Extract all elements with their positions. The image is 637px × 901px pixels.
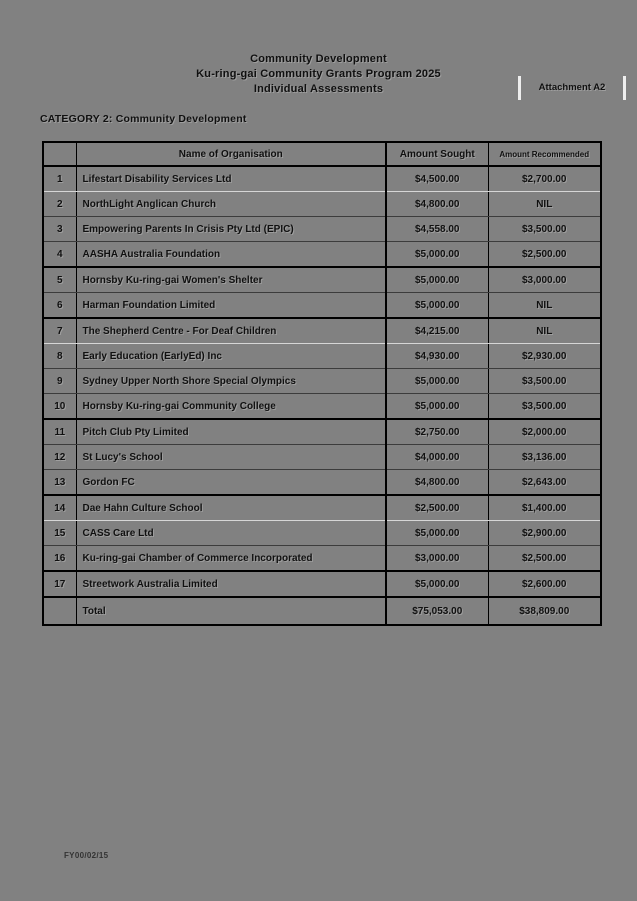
attachment-label: Attachment A2 (538, 82, 606, 93)
org-name-cell: Hornsby Ku-ring-gai Community College (76, 394, 386, 420)
amount-sought-cell: $5,000.00 (386, 293, 488, 319)
table-row (43, 394, 601, 420)
row-number-cell: 3 (43, 217, 76, 242)
amount-recommended-cell: $3,500.00 (488, 369, 601, 394)
amount-recommended-cell: NIL (488, 192, 601, 217)
amount-sought-cell: $4,215.00 (386, 318, 488, 344)
org-name-cell: Dae Hahn Culture School (76, 495, 386, 521)
org-name-cell: Ku-ring-gai Chamber of Commerce Incorporated (76, 546, 386, 572)
table-row (43, 445, 601, 470)
amount-sought-cell: $5,000.00 (386, 521, 488, 546)
table-row (43, 192, 601, 217)
amount-recommended-cell: $2,900.00 (488, 521, 601, 546)
table-row (43, 293, 601, 319)
total-number-cell (43, 597, 76, 625)
row-number-cell: 7 (43, 318, 76, 344)
amount-recommended-cell: NIL (488, 318, 601, 344)
amount-sought-cell: $4,500.00 (386, 166, 488, 192)
amount-recommended-cell: $3,500.00 (488, 217, 601, 242)
amount-recommended-cell: $2,500.00 (488, 242, 601, 268)
table-row (43, 546, 601, 572)
attachment-left-bar (518, 76, 521, 100)
amount-recommended-cell: $3,500.00 (488, 394, 601, 420)
grants-table (42, 141, 602, 626)
amount-recommended-cell: NIL (488, 293, 601, 319)
table-row (43, 470, 601, 496)
row-number-cell: 1 (43, 166, 76, 192)
table-row (43, 242, 601, 268)
org-name-cell: CASS Care Ltd (76, 521, 386, 546)
header-number-cell (43, 142, 76, 166)
org-name-cell: NorthLight Anglican Church (76, 192, 386, 217)
row-number-cell: 13 (43, 470, 76, 496)
table-row (43, 267, 601, 293)
org-name-cell: Early Education (EarlyEd) Inc (76, 344, 386, 369)
row-number-cell: 11 (43, 419, 76, 445)
amount-sought-cell: $5,000.00 (386, 394, 488, 420)
amount-recommended-cell: $2,500.00 (488, 546, 601, 572)
table-footer (43, 597, 601, 625)
amount-sought-cell: $4,800.00 (386, 192, 488, 217)
amount-sought-cell: $5,000.00 (386, 242, 488, 268)
header-row (43, 142, 601, 166)
title-line-1: Community Development (250, 53, 387, 65)
table-body (43, 166, 601, 597)
amount-sought-cell: $5,000.00 (386, 571, 488, 597)
row-number-cell: 10 (43, 394, 76, 420)
table-row (43, 318, 601, 344)
org-name-cell: Hornsby Ku-ring-gai Women's Shelter (76, 267, 386, 293)
total-row (43, 597, 601, 625)
amount-recommended-cell: $2,643.00 (488, 470, 601, 496)
amount-sought-cell: $4,800.00 (386, 470, 488, 496)
header-recommended-cell: Amount Recommended (488, 142, 601, 166)
title-line-2: Ku-ring-gai Community Grants Program 2025 (196, 68, 441, 80)
row-number-cell: 4 (43, 242, 76, 268)
row-number-cell: 6 (43, 293, 76, 319)
amount-sought-cell: $4,558.00 (386, 217, 488, 242)
org-name-cell: St Lucy's School (76, 445, 386, 470)
amount-sought-cell: $4,000.00 (386, 445, 488, 470)
org-name-cell: Gordon FC (76, 470, 386, 496)
org-name-cell: Empowering Parents In Crisis Pty Ltd (EPIC) (76, 217, 386, 242)
amount-sought-cell: $4,930.00 (386, 344, 488, 369)
row-number-cell: 8 (43, 344, 76, 369)
amount-sought-cell: $5,000.00 (386, 267, 488, 293)
attachment-right-bar (623, 76, 626, 100)
total-sought-cell: $75,053.00 (386, 597, 488, 625)
amount-sought-cell: $2,500.00 (386, 495, 488, 521)
table-row (43, 571, 601, 597)
row-number-cell: 14 (43, 495, 76, 521)
footer-reference: FY00/02/15 (64, 851, 109, 860)
org-name-cell: Sydney Upper North Shore Special Olympics (76, 369, 386, 394)
total-label-cell: Total (76, 597, 386, 625)
org-name-cell: Streetwork Australia Limited (76, 571, 386, 597)
amount-recommended-cell: $2,000.00 (488, 419, 601, 445)
total-recommended-cell: $38,809.00 (488, 597, 601, 625)
amount-recommended-cell: $2,700.00 (488, 166, 601, 192)
row-number-cell: 12 (43, 445, 76, 470)
table-row (43, 217, 601, 242)
row-number-cell: 16 (43, 546, 76, 572)
table-row (43, 369, 601, 394)
header-name-cell: Name of Organisation (76, 142, 386, 166)
amount-recommended-cell: $3,136.00 (488, 445, 601, 470)
amount-recommended-cell: $3,000.00 (488, 267, 601, 293)
table-row (43, 521, 601, 546)
row-number-cell: 2 (43, 192, 76, 217)
amount-sought-cell: $2,750.00 (386, 419, 488, 445)
amount-sought-cell: $3,000.00 (386, 546, 488, 572)
category-heading: CATEGORY 2: Community Development (40, 113, 247, 125)
table-row (43, 166, 601, 192)
header-sought-cell: Amount Sought (386, 142, 488, 166)
row-number-cell: 5 (43, 267, 76, 293)
table-header (43, 142, 601, 166)
org-name-cell: The Shepherd Centre - For Deaf Children (76, 318, 386, 344)
org-name-cell: AASHA Australia Foundation (76, 242, 386, 268)
amount-recommended-cell: $1,400.00 (488, 495, 601, 521)
org-name-cell: Harman Foundation Limited (76, 293, 386, 319)
row-number-cell: 17 (43, 571, 76, 597)
row-number-cell: 15 (43, 521, 76, 546)
table-row (43, 344, 601, 369)
org-name-cell: Lifestart Disability Services Ltd (76, 166, 386, 192)
amount-recommended-cell: $2,600.00 (488, 571, 601, 597)
amount-sought-cell: $5,000.00 (386, 369, 488, 394)
table-row (43, 419, 601, 445)
org-name-cell: Pitch Club Pty Limited (76, 419, 386, 445)
title-line-3: Individual Assessments (253, 83, 384, 95)
row-number-cell: 9 (43, 369, 76, 394)
amount-recommended-cell: $2,930.00 (488, 344, 601, 369)
table-row (43, 495, 601, 521)
